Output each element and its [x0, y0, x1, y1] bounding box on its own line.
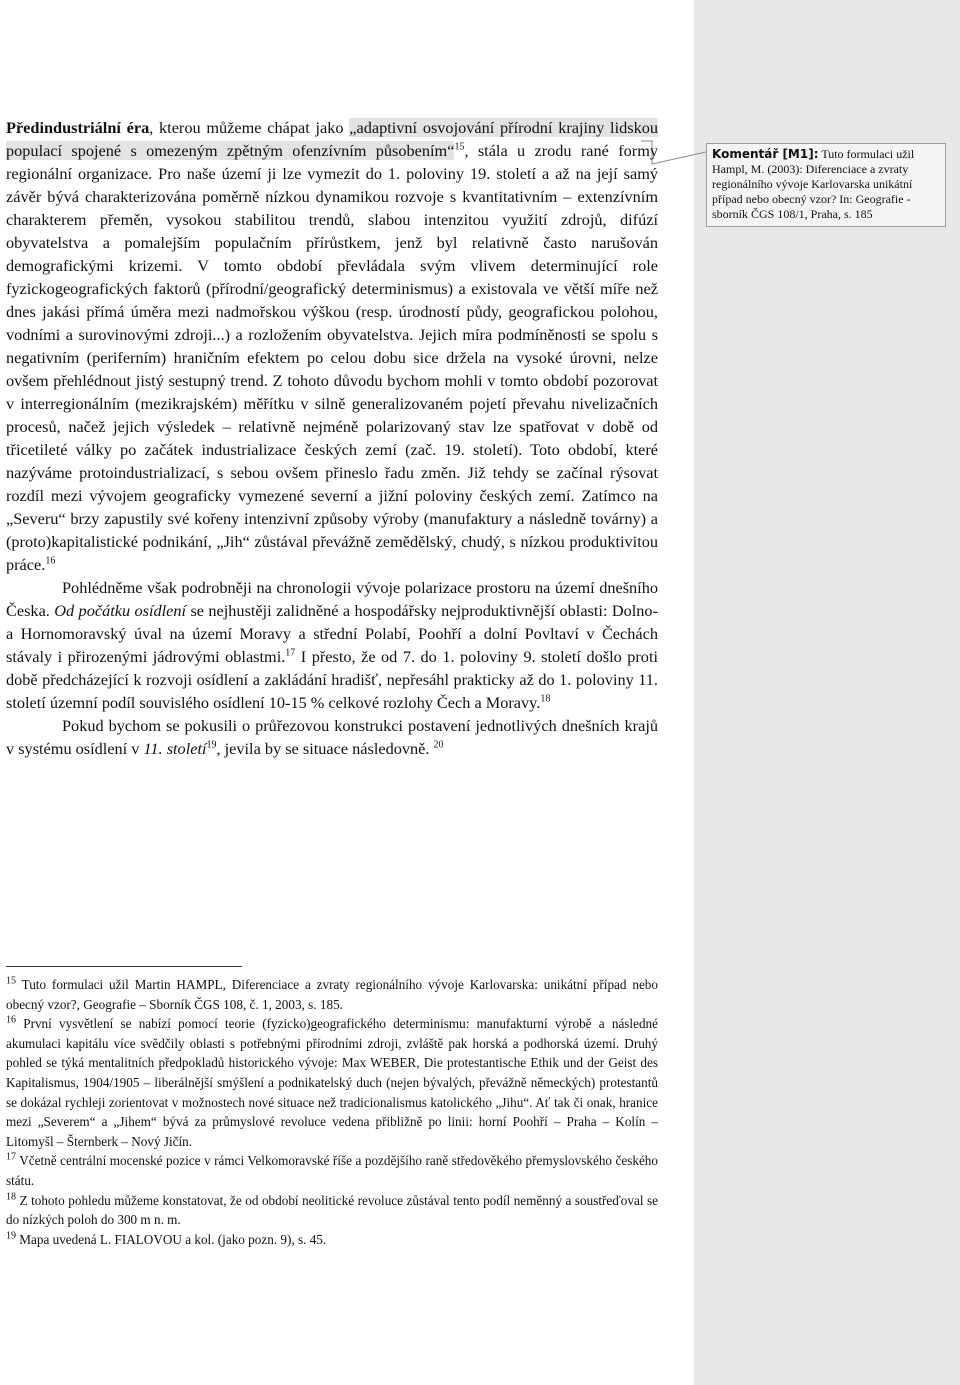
text-span: , stála u zrodu rané formy regionální organizace. Pro naše území ji lze vymezit do 1. poloviny 19. století a až na její samý závěr bývá charakterizována poměrně nízkou dynamikou rozvoje s kvantitativním – extenzívním charakterem přeměn, vysokou stabilitou trendů, slabou intenzitou využití zdrojů, difúzí obyvatelstva a pomalejším populačním přírůstkem, jenž byl relativně často narušován demografickými krizemi. V tomto období převládala svým vlivem determinující role fyzickogeografických faktorů (přírodní/geografický determinismus) a existovala ve větší míře než dnes jakási přímá úměra mezi nadmořskou výškou (resp. úrodností půdy, geografickou polohou, vodními a surovinovými zdroji...) a rozložením obyvatelstva. Jejich míra podmíněnosti se spolu s negativním (periferním) hraničním efektem po celou dobu sice držela na vysoké úrovni, nelze ovšem přehlédnout jistý sestupný trend. Z tohoto důvodu bychom mohli v tomto období pozorovat v interregionálním (mezikrajském) měřítku v silně generalizovaném pojetí převahu nivelizačních procesů, načež jejich výsledek – relativně nejméně polarizovaný stav lze spatřovat v době od třicetileté války po začátek industrializace českých zemí (zač. 19. století). Toto období, které nazýváme protoindustrializací, s sebou ovšem přineslo řadu změn. Již tehdy se začínal rýsovat rozdíl mezi vývojem geograficky vymezené severní a jižní poloviny českých zemí. Zatímco na „Severu“ brzy zapustily své kořeny intenzivní způsoby výroby (manufaktury a následně továrny) a (proto)kapitalistické podnikání, „Jih“ zůstával převážně zemědělský, chudý, s nízkou produktivitou práce.	[6, 141, 659, 574]
footnote-ref-15[interactable]: 15	[454, 141, 465, 153]
footnote-15	[6, 975, 658, 1014]
comment-balloon[interactable]	[706, 143, 946, 227]
footnote-number: 16	[6, 1014, 16, 1026]
text-span: Pokud bychom se pokusili o průřezovou konstrukci postavení jednotlivých dnešních krajů v systému osídlení v	[6, 716, 658, 758]
text-span: , jevila by se situace následovně.	[216, 739, 430, 758]
footnote-ref-18[interactable]: 18	[540, 693, 551, 705]
footnote-number: 19	[6, 1230, 16, 1242]
text-span: se nejhustěji zalidněné a hospodářsky nejproduktivnější oblasti: Dolno- a Hornomoravský úval na území Moravy a střední Polabí, Poohří a dolní Povltaví v Čechách stávaly i přirozenými jádrovými oblastmi.	[6, 601, 658, 666]
footnote-18	[6, 1191, 658, 1230]
commented-quote[interactable]: „adaptivní osvojování přírodní krajiny lidskou populací spojené s omezeným zpětným ofenzívním působením“	[6, 118, 659, 160]
footnotes	[6, 975, 658, 1249]
text-span: I přesto, že od 7. do 1. poloviny 9. století došlo proti době předcházející k rozvoji osídlení a zakládání hradišť, nepřesáhl prakticky až do 1. poloviny 11. století územní podíl souvislého osídlení 10-15 % celkové rozlohy Čech a Moravy.	[6, 647, 658, 712]
term-preindustrial-era: Předindustriální éra	[6, 118, 150, 137]
footnote-number: 15	[6, 975, 16, 987]
footnote-number: 18	[6, 1191, 16, 1203]
footnote-text: Mapa uvedená L. FIALOVOU a kol. (jako pozn. 9), s. 45.	[16, 1231, 327, 1247]
footnote-19	[6, 1230, 658, 1250]
text-span: Pohlédněme však podrobněji na chronologii vývoje polarizace prostoru na území dnešního Česka.	[6, 578, 658, 620]
footnote-16	[6, 1014, 658, 1151]
footnote-text: Včetně centrální mocenské pozice v rámci Velkomoravské říše a pozdějšího raně středověkého přemyslovského českého státu.	[6, 1153, 658, 1188]
paragraph-3	[6, 714, 658, 760]
footnote-separator	[6, 966, 242, 967]
footnote-text: První vysvětlení se nabízí pomocí teorie (fyzicko)geografického determinismu: manufakturní výrobě a následné akumulaci kapitálu více svědčily oblasti s potřebnými přírodními zdroji, zvláště pak horská a podhorská území. Druhý pohled se týká mentalitních předpokladů historického vývoje: Max WEBER, Die protestantische Ethik und der Geist des Kapitalismus, 1904/1905 – liberálnější smýšlení a podnikatelský duch (nejen bývalých, převážně německých) protestantů se dokázal rychleji zorientovat v možnostech nové situace než tradicionalismus katolického „Jihu“. Ať tak či onak, hranice mezi „Severem“ a „Jihem“ bývá za průmyslové revoluce vedena přibližně po linii: horní Poohří – Praha – Kolín – Litomyšl – Šternberk – Nový Jičín.	[6, 1016, 658, 1149]
footnote-ref-17[interactable]: 17	[285, 647, 296, 659]
italic-phrase: Od počátku osídlení	[54, 601, 187, 620]
footnote-ref-16[interactable]: 16	[45, 555, 56, 567]
paragraph-1	[6, 116, 658, 576]
footnote-ref-19[interactable]: 19	[206, 739, 217, 751]
footnote-ref-20[interactable]: 20	[433, 739, 444, 751]
footnote-17	[6, 1151, 658, 1190]
text-span: , kterou můžeme chápat jako	[149, 118, 350, 137]
italic-phrase: 11. století	[143, 739, 207, 758]
paragraph-2	[6, 576, 658, 714]
comment-text: Tuto formulaci užil Hampl, M. (2003): Diferenciace a zvraty regionálního vývoje Karlovarska unikátní případ nebo obecný vzor? In: Geografie - sborník ČGS 108/1, Praha, s. 185	[712, 147, 915, 221]
footnote-number: 17	[6, 1151, 16, 1163]
comment-label: Komentář [M1]:	[712, 147, 819, 161]
footnote-text: Tuto formulaci užil Martin HAMPL, Diferenciace a zvraty regionálního vývoje Karlovarska: unikátní případ nebo obecný vzor?, Geografie – Sborník ČGS 108, č. 1, 2003, s. 185.	[6, 977, 658, 1012]
main-text	[6, 116, 658, 760]
footnote-text: Z tohoto pohledu můžeme konstatovat, že od období neolitické revoluce zůstával tento podíl neměnný a soustřeďoval se do nízkých poloh do 300 m n. m.	[6, 1192, 658, 1228]
